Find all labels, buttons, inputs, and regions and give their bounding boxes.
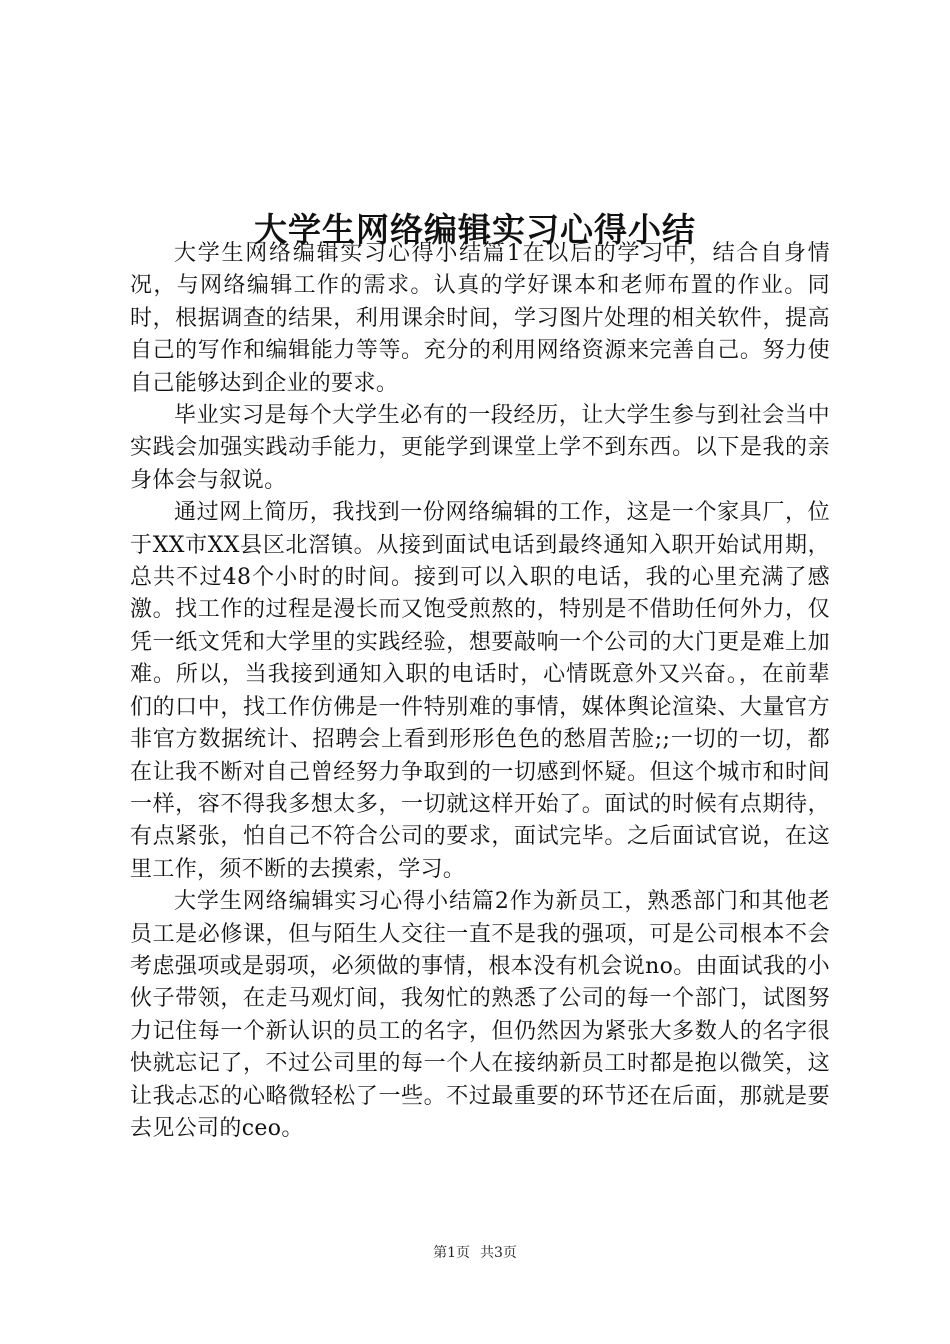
paragraph-3: 通过网上简历，我找到一份网络编辑的工作，这是一个家具厂，位于XX市XX县区北滘镇。从接到面试电话到最终通知入职开始试用期，总共不过48个小时的时间。接到可以入职的电话，我的心里充满了感激。找工作的过程是漫长而又饱受煎熬的，特别是不借助任何外力，仅凭一纸文凭和大学里的实践经验，想要敲响一个公司的大门更是难上加难。所以，当我接到通知入职的电话时，心情既意外又兴奋。，在前辈们的口中，找工作仿佛是一件特别难的事情，媒体舆论渲染、大量官方非官方数据统计、招聘会上看到形形色色的愁眉苦脸;;一切的一切，都在让我不断对自己曾经努力争取到的一切感到怀疑。但这个城市和时间一样，容不得我多想太多，一切就这样开始了。面试的时候有点期待，有点紧张，怕自己不符合公司的要求，面试完毕。之后面试官说，在这里工作，须不断的去摸索，学习。 [130, 500, 830, 882]
document-title: 大学生网络编辑实习心得小结 [254, 210, 696, 250]
paragraph-1: 大学生网络编辑实习心得小结篇1在以后的学习中，结合自身情况，与网络编辑工作的需求。认真的学好课本和老师布置的作业。同时，根据调查的结果，利用课余时间，学习图片处理的相关软件，提高自己的写作和编辑能力等等。充分的利用网络资源来完善自己。努力使自己能够达到企业的要求。 [130, 241, 830, 396]
page-footer [0, 1243, 950, 1263]
paragraph-2: 毕业实习是每个大学生必有的一段经历，让大学生参与到社会当中实践会加强实践动手能力，更能学到课堂上学不到东西。以下是我的亲身体会与叙说。 [130, 403, 830, 493]
document-body [130, 238, 830, 1145]
page-number: 第1页 [433, 1245, 470, 1261]
page-total: 共3页 [480, 1245, 517, 1261]
paragraph-4: 大学生网络编辑实习心得小结篇2作为新员工，熟悉部门和其他老员工是必修课，但与陌生人交往一直不是我的强项，可是公司根本不会考虑强项或是弱项，必须做的事情，根本没有机会说no。由面试我的小伙子带领，在走马观灯间，我匆忙的熟悉了公司的每一个部门，试图努力记住每一个新认识的员工的名字，但仍然因为紧张大多数人的名字很快就忘记了，不过公司里的每一个人在接纳新员工时都是抱以微笑，这让我忐忑的心略微轻松了一些。不过最重要的环节还在后面，那就是要去见公司的ceo。 [130, 889, 830, 1141]
